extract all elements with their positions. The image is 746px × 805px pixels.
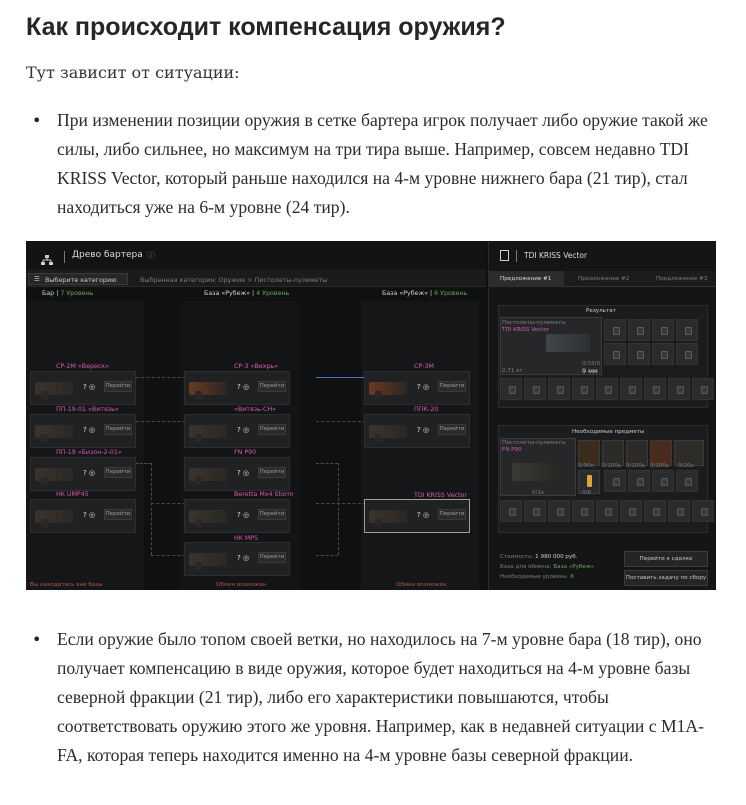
- item-name: HK MP5: [234, 535, 259, 542]
- info-icon: ⓘ: [147, 251, 155, 260]
- weapon-card[interactable]: ? ◎ Перейти: [364, 371, 470, 405]
- weapon-card[interactable]: ? ◎ Перейти: [30, 414, 136, 448]
- column-footer: Вы находитесь вне базы: [30, 582, 103, 588]
- weapon-card[interactable]: ? ◎ Перейти: [364, 414, 470, 448]
- item-name: «Витязь-СН»: [234, 406, 277, 413]
- weapon-card[interactable]: ? ◎ Перейти: [184, 371, 290, 405]
- weapon-card[interactable]: ? ◎ Перейти: [184, 542, 290, 576]
- needed-grid-right: [604, 470, 698, 492]
- item-name: СР-3 «Вихрь»: [234, 363, 279, 370]
- tab-offer-3[interactable]: Предложение #3: [656, 276, 708, 282]
- category-breadcrumb: Выбранная категория: Оружие > Пистолеты-пулеметы: [140, 276, 328, 284]
- tab-offer-1-label: Предложение #1: [500, 276, 552, 282]
- tree-title: Древо бартера: [72, 250, 143, 260]
- column-header-bar: Бар | 7 Уровень: [42, 290, 94, 297]
- barter-tree-screenshot: Древо бартера ⓘ ☰ Выберите категорию Выбранная категория: Оружие > Пистолеты-пулеметы Бар | 7 Уровень База «Рубеж» | 4 Уровень База «Рубеж» | 6 Уровень СР-2М «Вереск» ? ◎ Перейти ПП-19-01 «Витязь» ? ◎ Перейти ПП-19 «Бизон-2-01» ? ◎ Перейти HK UMP45 ? ◎ Перейти СР-3 «Вихрь» ? ◎ Перейти «Витязь-СН» ? ◎ Перейти FN P90 ? ◎ Перейти Beretta Mx4 Storm ? ◎ Перейти HK MP5 ? ◎ Перейти СР-3М ? ◎ Перейти ППК-20 ? ◎ Перейти TDI KRISS Vector ? ◎ Перейти Вы находитесь вне базы Обмен возможен Обмен возможен TDI KRISS Vector Предложение #1 Предложение #2 Предложение #3 Результат Пистолеты-пулеметы TDI KRISS Vector 2,71 кг 0/33/0 9 мм Необходимые предметы Пистолеты-пулеметы FN P90 0/1к 0/90п 0/100ь 0/100ь 0/100ь 0/20ь 0/6 Стоимость: 1 980 000 руб. База для обмена: База «Рубеж» Необходимые уровень: 6 Перейти к сделке Поставить задачу по сбору: [26, 241, 716, 590]
- item-name: СР-3М: [414, 363, 434, 370]
- base-row: База для обмена: База «Рубеж»: [500, 564, 595, 570]
- offer-title: TDI KRISS Vector: [524, 251, 588, 260]
- item-name: FN P90: [234, 449, 257, 456]
- go-to-deal-button[interactable]: Перейти к сделке: [624, 551, 708, 567]
- weapon-card-selected[interactable]: ? ◎ Перейти: [364, 499, 470, 533]
- article-heading: Как происходит компенсация оружия?: [26, 13, 506, 41]
- column-footer: Обмен возможен: [216, 582, 267, 588]
- level-row: Необходимые уровень: 6: [500, 574, 574, 580]
- kriss-vector-image: [546, 334, 590, 352]
- column-footer: Обмен возможен: [396, 582, 447, 588]
- offer-panel: [488, 241, 716, 590]
- column-header-base-6: База «Рубеж» | 6 Уровень: [382, 290, 468, 297]
- article-intro: Тут зависит от ситуации:: [26, 63, 240, 82]
- item-name: ПП-19-01 «Витязь»: [56, 406, 119, 413]
- needed-label: Необходимые предметы: [572, 429, 645, 435]
- item-name: HK UMP45: [56, 491, 89, 498]
- cost-row: Стоимость: 1 980 000 руб.: [500, 554, 578, 560]
- result-label: Результат: [586, 308, 616, 314]
- tab-offer-2[interactable]: Предложение #2: [578, 276, 630, 282]
- item-name: ППК-20: [414, 406, 439, 413]
- needed-grid-bottom: [500, 500, 714, 522]
- weapon-card[interactable]: ? ◎ Перейти: [30, 371, 136, 405]
- column-header-base-4: База «Рубеж» | 4 Уровень: [204, 290, 290, 297]
- item-name: TDI KRISS Vector: [414, 492, 467, 499]
- bullet-marker: •: [32, 630, 42, 649]
- paragraph-2: Если оружие было топом своей ветки, но находилось на 7-м уровне бара (18 тир), оно получает компенсацию в виде оружия, которое будет находиться на 4-м уровне базы северной фракции (21 тир), либо его характеристики повышаются, чтобы соответствовать оружию этого же уровня. Например, как в недавней ситуации с M1A-FA, которая теперь находится именно на 4-м уровне базы северной фракции.: [57, 629, 704, 765]
- weapon-card[interactable]: ? ◎ Перейти: [184, 414, 290, 448]
- weapon-card[interactable]: ? ◎ Перейти: [30, 457, 136, 491]
- item-name: СР-2М «Вереск»: [56, 363, 109, 370]
- bullet-marker: •: [32, 111, 42, 130]
- result-grid-right: [604, 319, 698, 365]
- set-collect-task-button[interactable]: Поставить задачу по сбору: [624, 570, 708, 586]
- item-name: Beretta Mx4 Storm: [234, 491, 294, 498]
- item-name: ПП-19 «Бизон-2-01»: [56, 449, 122, 456]
- document-icon: [500, 250, 509, 261]
- p90-image: [512, 463, 556, 481]
- tree-icon: [40, 251, 54, 262]
- weapon-card[interactable]: ? ◎ Перейти: [184, 457, 290, 491]
- paragraph-1: При изменении позиции оружия в сетке бартера игрок получает либо оружие такой же силы, либо сильнее, но максимум на три тира выше. Например, совсем недавно TDI KRISS Vector, который раньше находился на 4-м уровне нижнего бара (21 тир), стал находиться уже на 6-м уровне (24 тир).: [57, 110, 708, 217]
- weapon-card[interactable]: ? ◎ Перейти: [184, 499, 290, 533]
- result-grid-bottom: [500, 378, 714, 400]
- category-button[interactable]: ☰ Выберите категорию: [28, 273, 128, 285]
- weapon-card[interactable]: ? ◎ Перейти: [30, 499, 136, 533]
